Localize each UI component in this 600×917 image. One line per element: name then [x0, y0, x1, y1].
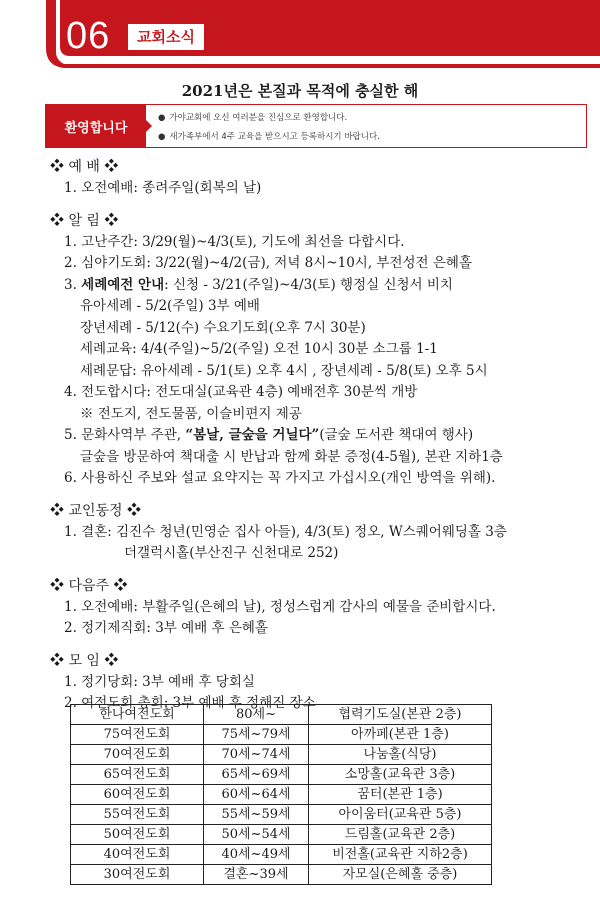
table-cell: 아이움터(교육관 5층) — [309, 805, 492, 825]
table-cell: 55세~59세 — [204, 805, 309, 825]
welcome-line: ● 가야교회에 오신 여러분을 진심으로 환영합니다. — [158, 112, 348, 123]
table-cell: 협력기도실(본관 2층) — [309, 705, 492, 725]
table-cell: 자모실(은혜홀 중층) — [309, 865, 492, 885]
notice-line: ※ 전도지, 전도물품, 이슬비편지 제공 — [80, 405, 302, 422]
bulletin-content — [50, 156, 590, 715]
table-cell: 55여전도회 — [71, 805, 204, 825]
table-cell: 75여전도회 — [71, 725, 204, 745]
table-cell: 40세~49세 — [204, 845, 309, 865]
table-row — [71, 805, 492, 825]
table-row — [71, 745, 492, 765]
bullet-icon: ● — [158, 131, 166, 142]
table-row — [71, 765, 492, 785]
table-cell: 50세~54세 — [204, 825, 309, 845]
section-header — [0, 0, 600, 68]
notice-line: 2. 심야기도회: 3/22(월)~4/2(금), 저녁 8시~10시, 부전성전 은혜홀 — [64, 255, 472, 271]
table-cell: 비전홀(교육관 지하2층) — [309, 845, 492, 865]
notice-line: 6. 사용하신 주보와 설교 요약지는 꼭 가지고 가십시오(개인 방역을 위해). — [64, 470, 496, 486]
notice-line: 장년세례 - 5/12(수) 수요기도회(오후 7시 30분) — [80, 319, 366, 336]
notice-line: 1. 고난주간: 3/29(월)~4/3(토), 기도에 최선을 다합시다. — [64, 233, 405, 250]
welcome-lines — [146, 105, 380, 147]
table-cell: 나눔홀(식당) — [309, 745, 492, 765]
table-cell: 70세~74세 — [204, 745, 309, 765]
table-cell: 65여전도회 — [71, 765, 204, 785]
table-cell: 60여전도회 — [71, 785, 204, 805]
notice-line: 세례문답: 유아세례 - 5/1(토) 오후 4시 , 장년세례 - 5/8(토) 오후 5시 — [80, 362, 488, 379]
welcome-label: 환영합니다 — [46, 105, 146, 147]
table-cell: 아까페(본관 1층) — [309, 725, 492, 745]
meetings-line: 2. 여전도회 총회: 3부 예배 후 정해진 장소 — [64, 695, 316, 711]
table-cell: 60세~64세 — [204, 785, 309, 805]
notice-line: 5. 문화사역부 주관, “봄날, 글숲을 거닐다”(글숲 도서관 책대여 행사) — [64, 427, 474, 443]
next-week-line: 1. 오전예배: 부활주일(은혜의 날), 정성스럽게 감사의 예물을 준비합시다. — [64, 598, 496, 615]
worship-heading: ❖ 예 배 ❖ — [50, 159, 119, 175]
table-row — [71, 845, 492, 865]
table-cell: 소망홀(교육관 3층) — [309, 765, 492, 785]
table-cell: 결혼~39세 — [204, 865, 309, 885]
table-row — [71, 785, 492, 805]
table-cell: 꿈터(본관 1층) — [309, 785, 492, 805]
family-news-line: 1. 결혼: 김진수 청년(민영순 집사 아들), 4/3(토) 정오, W스퀘어웨딩홀 3층 — [64, 523, 507, 540]
table-row — [71, 825, 492, 845]
table-cell: 드림홀(교육관 2층) — [309, 825, 492, 845]
table-row — [71, 865, 492, 885]
section-title: 교회소식 — [128, 24, 204, 50]
table-cell: 80세~ — [204, 705, 309, 725]
page-title: 2021년은 본질과 목적에 충실한 해 — [181, 82, 419, 100]
meetings-line: 1. 정기당회: 3부 예배 후 당회실 — [64, 673, 255, 690]
welcome-box — [45, 104, 587, 148]
notice-line: 세례교육: 4/4(주일)~5/2(주일) 오전 10시 30분 소그룹 1-1 — [80, 341, 438, 357]
table-cell: 70여전도회 — [71, 745, 204, 765]
meetings-heading: ❖ 모 임 ❖ — [50, 652, 119, 669]
family-news-line: 더갤럭시홀(부산진구 신천대로 252) — [124, 545, 339, 561]
notice-line: 글숲을 방문하여 책대출 시 반납과 함께 화분 증정(4-5월), 본관 지하1층 — [80, 448, 503, 465]
table-cell: 30여전도회 — [71, 865, 204, 885]
bullet-icon: ● — [158, 112, 166, 123]
notice-line: 3. 세례예전 안내: 신청 - 3/21(주일)~4/3(토) 행정실 신청서 비치 — [64, 276, 453, 293]
notice-line: 4. 전도합시다: 전도대실(교육관 4층) 예배전후 30분씩 개방 — [64, 384, 418, 400]
notices-heading: ❖ 알 림 ❖ — [50, 212, 119, 229]
table-cell: 한나여전도회 — [71, 705, 204, 725]
table-cell: 75세~79세 — [204, 725, 309, 745]
next-week-line: 2. 정기제직회: 3부 예배 후 은혜홀 — [64, 620, 268, 636]
table-cell: 50여전도회 — [71, 825, 204, 845]
welcome-line: ● 새가족부에서 4주 교육을 받으시고 등록하시기 바랍니다. — [158, 131, 380, 142]
worship-item: 1. 오전예배: 종려주일(회복의 날) — [64, 180, 262, 196]
table-cell: 65세~69세 — [204, 765, 309, 785]
womens-groups-table — [70, 704, 492, 885]
notice-line: 유아세례 - 5/2(주일) 3부 예배 — [80, 298, 260, 314]
family-news-heading: ❖ 교인동정 ❖ — [50, 502, 141, 519]
section-number: 06 — [66, 15, 111, 57]
next-week-heading: ❖ 다음주 ❖ — [50, 577, 128, 594]
table-row — [71, 725, 492, 745]
table-row — [71, 705, 492, 725]
table-cell: 40여전도회 — [71, 845, 204, 865]
